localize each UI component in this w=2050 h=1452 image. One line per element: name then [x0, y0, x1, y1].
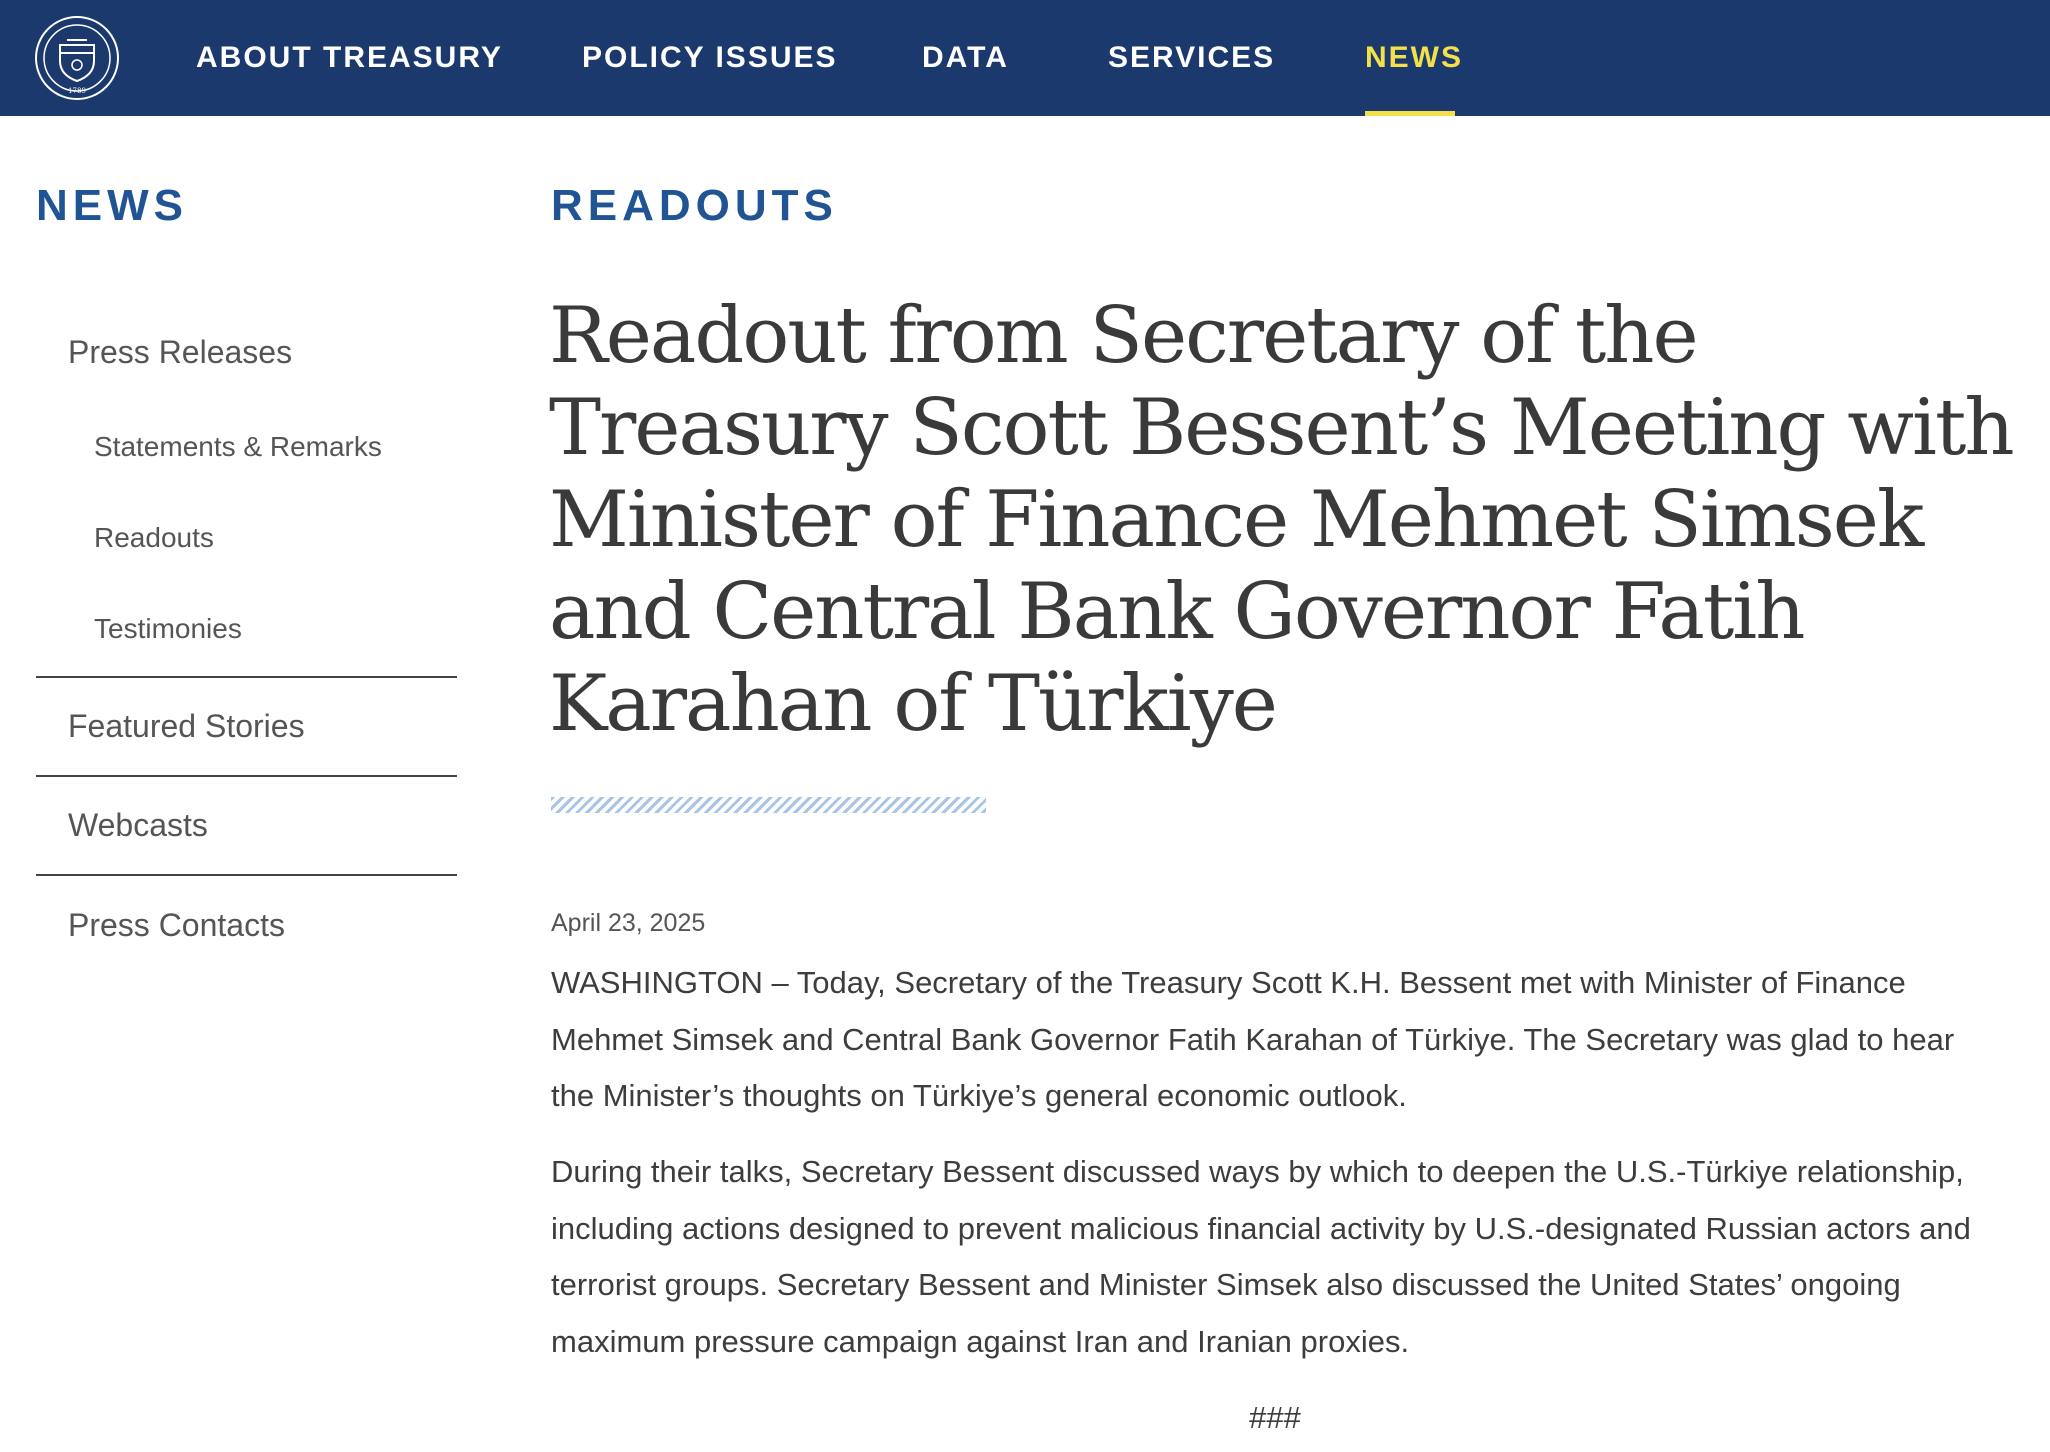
article-paragraph: During their talks, Secretary Bessent discussed ways by which to deepen the U.S.-Türkiye relationship, including actions designed to prevent malicious financial activity by U.S.-designated Russian actors and terrorist groups. Secretary Bessent and Minister Simsek also discussed the United States’ ongoing maximum pressure campaign against Iran and Iranian proxies. [551, 1154, 1971, 1359]
sidebar-item-featured-stories[interactable]: Featured Stories [68, 708, 305, 744]
sidebar-item-press-contacts[interactable]: Press Contacts [68, 907, 285, 943]
nav-data[interactable]: DATA [922, 41, 1009, 74]
article-date: April 23, 2025 [551, 909, 706, 937]
sidebar-item-statements-remarks[interactable]: Statements & Remarks [94, 431, 382, 462]
article-end-mark: ### [1249, 1400, 1301, 1435]
decorative-hatch-divider [551, 797, 986, 813]
sidebar-item-webcasts[interactable]: Webcasts [68, 807, 208, 843]
sidebar-divider [36, 874, 457, 876]
sidebar-divider [36, 775, 457, 777]
section-label[interactable]: READOUTS [551, 181, 838, 230]
sidebar-title: NEWS [36, 181, 188, 230]
nav-policy-issues[interactable]: POLICY ISSUES [582, 41, 838, 74]
sidebar-item-press-releases[interactable]: Press Releases [68, 334, 293, 370]
nav-services[interactable]: SERVICES [1108, 41, 1276, 74]
nav-news[interactable]: NEWS [1365, 41, 1463, 74]
seal-year: 1789 [68, 87, 86, 95]
article-paragraph: WASHINGTON – Today, Secretary of the Treasury Scott K.H. Bessent met with Minister of Finance Mehmet Simsek and Central Bank Governor Fatih Karahan of Türkiye. The Secretary was glad to hear the Minister’s thoughts on Türkiye’s general economic outlook. [551, 965, 1955, 1113]
top-nav-bar [0, 0, 2050, 116]
article-headline: Readout from Secretary of the Treasury Scott Bessent’s Meeting with Minister of Finance Mehmet Simsek and Central Bank Governor Fatih Karahan of Türkiye [549, 291, 2013, 749]
sidebar-item-readouts[interactable]: Readouts [94, 522, 214, 553]
sidebar-divider [36, 676, 457, 678]
nav-about-treasury[interactable]: ABOUT TREASURY [196, 41, 503, 74]
nav-active-underline [1365, 111, 1455, 116]
sidebar-item-testimonies[interactable]: Testimonies [94, 613, 242, 644]
treasury-seal-icon[interactable] [34, 15, 120, 101]
